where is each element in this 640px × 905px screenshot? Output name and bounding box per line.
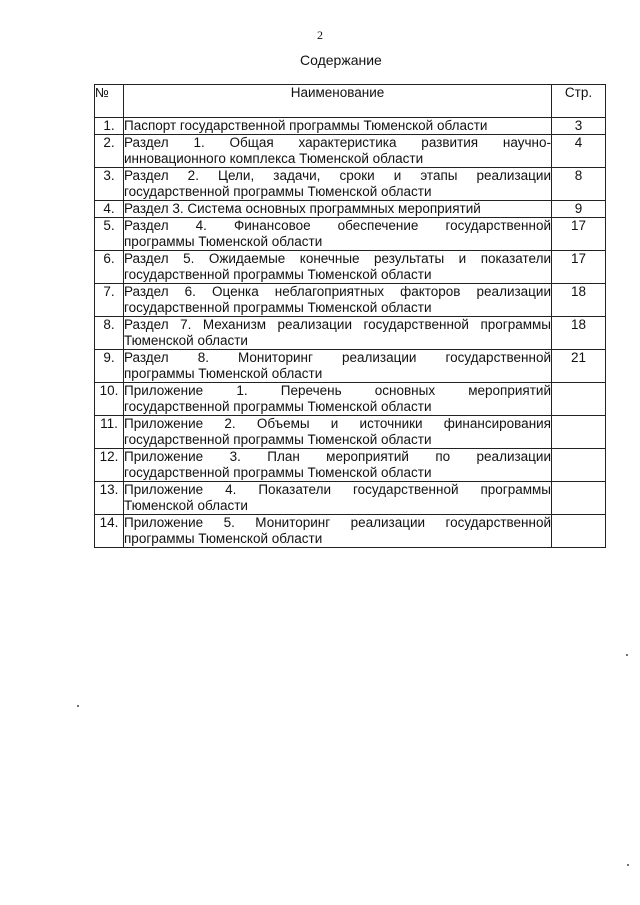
row-name <box>124 201 552 218</box>
row-page <box>552 449 606 482</box>
header-page: Стр. <box>552 85 606 118</box>
row-number: 6. <box>95 251 124 284</box>
row-name-line-1: Приложение 5. Мониторинг реализации государственной <box>124 515 551 530</box>
row-name-line-2: программы Тюменской области <box>124 366 323 381</box>
table-row <box>95 416 606 449</box>
row-number: 10. <box>95 383 124 416</box>
row-name-line-1: Раздел 8. Мониторинг реализации государственной <box>124 350 551 365</box>
page-number: 2 <box>317 28 323 42</box>
table-row <box>95 515 606 548</box>
row-page: 18 <box>552 284 606 317</box>
table-row <box>95 168 606 201</box>
scan-speck <box>627 864 629 866</box>
row-name <box>124 118 552 135</box>
row-page <box>552 416 606 449</box>
row-page: 8 <box>552 168 606 201</box>
row-page: 4 <box>552 135 606 168</box>
row-number: 14. <box>95 515 124 548</box>
row-page: 18 <box>552 317 606 350</box>
row-name-line-1: Приложение 4. Показатели государственной программы <box>124 482 551 497</box>
row-name-line-1: Раздел 6. Оценка неблагоприятных факторов реализации <box>124 284 551 299</box>
row-name-line-1: Паспорт государственной программы Тюменской области <box>124 118 488 133</box>
table-body <box>95 118 606 548</box>
row-name-line-2: инновационного комплекса Тюменской области <box>124 151 424 166</box>
document-title: Содержание <box>300 52 382 68</box>
row-name-line-2: Тюменской области <box>124 333 248 348</box>
row-name <box>124 482 552 515</box>
row-page <box>552 482 606 515</box>
header-name: Наименование <box>124 85 552 118</box>
row-number: 4. <box>95 201 124 218</box>
row-name-line-2: государственной программы Тюменской области <box>124 432 432 447</box>
row-name-line-2: государственной программы Тюменской области <box>124 267 432 282</box>
row-number: 8. <box>95 317 124 350</box>
row-number: 2. <box>95 135 124 168</box>
table-row <box>95 118 606 135</box>
table-header-row <box>95 85 606 118</box>
row-name-line-2: программы Тюменской области <box>124 234 323 249</box>
row-page <box>552 515 606 548</box>
row-number: 11. <box>95 416 124 449</box>
table-row <box>95 482 606 515</box>
row-name-line-2: Тюменской области <box>124 498 248 513</box>
table-row <box>95 350 606 383</box>
row-number: 13. <box>95 482 124 515</box>
row-name <box>124 416 552 449</box>
scan-speck <box>626 654 628 656</box>
row-name <box>124 168 552 201</box>
row-number: 7. <box>95 284 124 317</box>
table-row <box>95 135 606 168</box>
row-page: 17 <box>552 251 606 284</box>
table-row <box>95 201 606 218</box>
row-name <box>124 515 552 548</box>
row-number: 12. <box>95 449 124 482</box>
header-number: № <box>95 85 124 118</box>
table-of-contents <box>94 84 606 548</box>
row-name <box>124 251 552 284</box>
row-number: 3. <box>95 168 124 201</box>
row-name <box>124 284 552 317</box>
row-name-line-1: Раздел 7. Механизм реализации государственной программы <box>124 317 551 332</box>
row-page: 3 <box>552 118 606 135</box>
row-name-line-1: Приложение 3. План мероприятий по реализации <box>124 449 551 464</box>
table-row <box>95 317 606 350</box>
row-name-line-1: Раздел 2. Цели, задачи, сроки и этапы реализации <box>124 168 551 183</box>
row-name-line-2: программы Тюменской области <box>124 531 323 546</box>
row-name-line-1: Раздел 3. Система основных программных мероприятий <box>124 201 481 216</box>
row-name <box>124 350 552 383</box>
row-name <box>124 317 552 350</box>
row-name-line-1: Приложение 1. Перечень основных мероприятий <box>124 383 551 398</box>
row-name-line-1: Приложение 2. Объемы и источники финансирования <box>124 416 551 431</box>
row-name-line-1: Раздел 1. Общая характеристика развития научно- <box>124 135 551 150</box>
row-name <box>124 135 552 168</box>
row-number: 9. <box>95 350 124 383</box>
row-number: 1. <box>95 118 124 135</box>
row-page <box>552 383 606 416</box>
table-row <box>95 383 606 416</box>
table-row <box>95 218 606 251</box>
row-name-line-2: государственной программы Тюменской области <box>124 465 432 480</box>
table-row <box>95 449 606 482</box>
row-name-line-2: государственной программы Тюменской области <box>124 399 432 414</box>
row-page: 9 <box>552 201 606 218</box>
row-name-line-1: Раздел 5. Ожидаемые конечные результаты и показатели <box>124 251 551 266</box>
row-name-line-1: Раздел 4. Финансовое обеспечение государственной <box>124 218 551 233</box>
row-page: 17 <box>552 218 606 251</box>
table-row <box>95 284 606 317</box>
scan-speck <box>77 705 79 707</box>
row-name-line-2: государственной программы Тюменской области <box>124 184 432 199</box>
row-name-line-2: государственной программы Тюменской области <box>124 300 432 315</box>
row-number: 5. <box>95 218 124 251</box>
row-name <box>124 383 552 416</box>
row-name <box>124 218 552 251</box>
row-page: 21 <box>552 350 606 383</box>
row-name <box>124 449 552 482</box>
table-row <box>95 251 606 284</box>
